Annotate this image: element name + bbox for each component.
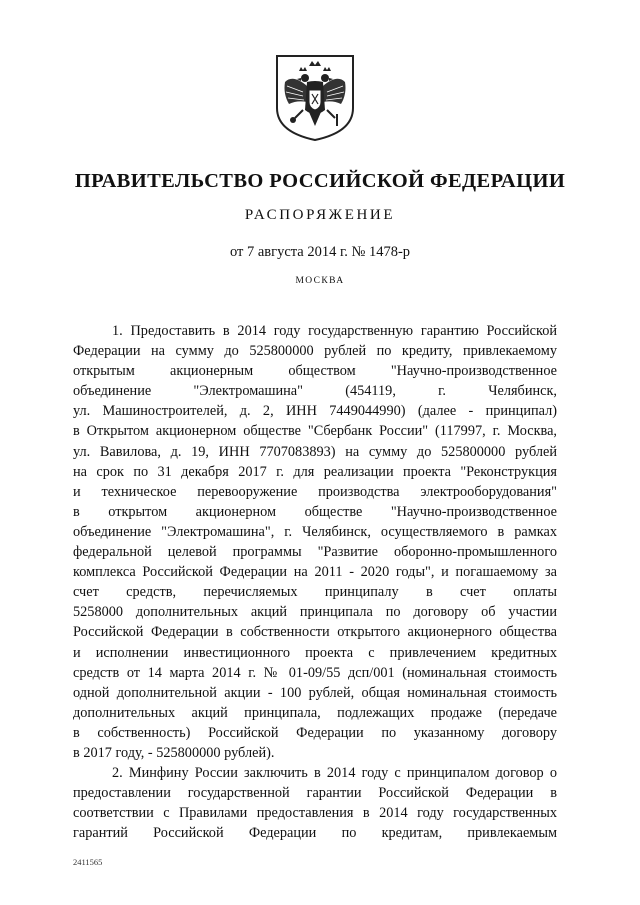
body-line: счет средств, перечисляемых принципалу в счет оплаты (73, 584, 557, 601)
body-line: комплекса Российской Федерации на 2011 - 2020 годы", и погашаемому за (73, 564, 557, 581)
body-line: и техническое перевооружение производства электрооборудования" (73, 483, 557, 500)
body-line: в Открытом акционерном обществе "Сбербанк России" (117997, г. Москва, (73, 423, 557, 440)
body-line: 5258000 дополнительных акций принципала по договору об участии (73, 604, 557, 621)
body-line: 2. Минфину России заключить в 2014 году с принципалом договор о (112, 765, 557, 782)
body-line: Федерации на сумму до 525800000 рублей по кредиту, привлекаемому (73, 343, 557, 360)
document-body (73, 321, 557, 843)
body-line: объединение "Электромашина", г. Челябинск, осуществляемого в рамках (73, 523, 557, 540)
body-line: объединение "Электромашина" (454119, г. Челябинск, (73, 383, 557, 400)
body-line: дополнительных акций принципала, подлежащих продаже (передаче (73, 704, 557, 721)
body-line: федеральной целевой программы "Развитие оборонно-промышленного (73, 544, 557, 561)
body-line: на срок по 31 декабря 2017 г. для реализации проекта "Реконструкция (73, 463, 557, 480)
body-line: 1. Предоставить в 2014 году государственную гарантию Российской (112, 323, 557, 339)
government-title: ПРАВИТЕЛЬСТВО РОССИЙСКОЙ ФЕДЕРАЦИИ (74, 170, 566, 192)
body-line: одной дополнительной акции - 100 рублей, общая номинальная стоимость (73, 684, 557, 701)
body-line: и исполнении инвестиционного проекта с привлечением кредитных (73, 644, 557, 661)
body-line: в открытом акционерном обществе "Научно-производственное (73, 503, 557, 520)
coat-of-arms-emblem (273, 52, 357, 142)
body-line: ул. Вавилова, д. 19, ИНН 7707083893) на сумму до 525800000 рублей (73, 443, 557, 460)
document-date-number: от 7 августа 2014 г. № 1478-р (229, 244, 411, 260)
body-line: открытым акционерным обществом "Научно-производственное (73, 363, 557, 380)
body-line: ул. Машиностроителей, д. 2, ИНН 7449044990) (далее - принципал) (73, 403, 557, 420)
body-line: в 2017 году, - 525800000 рублей). (73, 744, 275, 761)
body-line: средств от 14 марта 2014 г. № 01-09/55 дсп/001 (номинальная стоимость (73, 664, 557, 681)
body-line: в собственность) Российской Федерации по указанному договору (73, 724, 557, 741)
document-city: МОСКВА (295, 276, 345, 286)
body-line: соответствии с Правилами предоставления в 2014 году государственных (73, 805, 557, 822)
document-code: 2411565 (73, 857, 103, 867)
body-line: предоставлении государственной гарантии Российской Федерации в (73, 785, 557, 802)
document-type: РАСПОРЯЖЕНИЕ (244, 207, 396, 223)
body-line: гарантий Российской Федерации по кредитам, привлекаемым (73, 825, 557, 842)
body-line: Российской Федерации в собственности открытого акционерного общества (73, 624, 557, 641)
